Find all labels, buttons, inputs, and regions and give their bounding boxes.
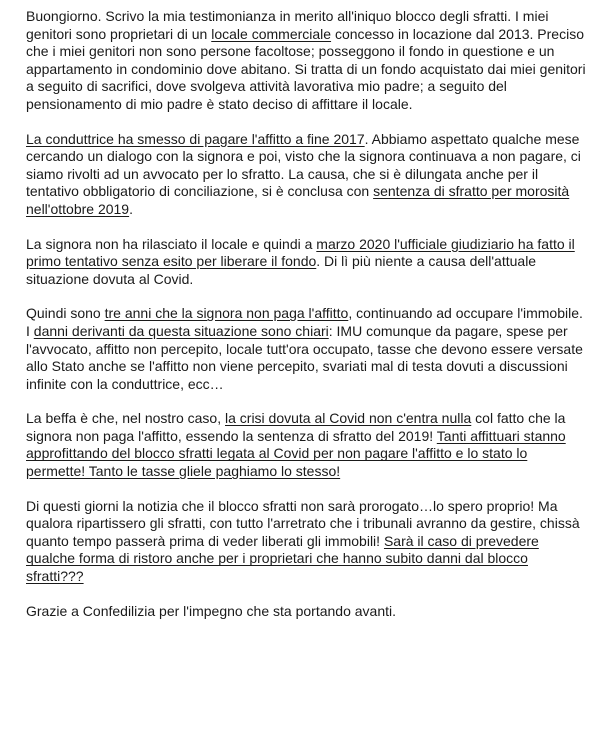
underlined-text: danni derivanti da questa situazione sono chiari bbox=[33, 322, 329, 339]
paragraph bbox=[26, 498, 588, 586]
text-segment: . Abbiamo aspettato qualche mese cercando un dialogo con la signora e poi, visto che la signora continuava a non pagare, ci siamo rivolti ad un avvocato per lo sfratto. La causa, che si è dilungata anche per il tentativo obbligatorio di conciliazione, si è conclusa con bbox=[26, 130, 581, 200]
text-segment: concesso in locazione dal 2013. Preciso che i miei genitori non sono persone facoltose; posseggono il fondo in questione e un appartamento in condominio dove abitano. Si tratta di un fondo acquistato dai miei genitori a seguito di sacrifici, dove svolgeva attività lavorativa mio padre; a seguito del pensionamento di mio padre è stato deciso di affittare il locale. bbox=[26, 25, 586, 112]
paragraph bbox=[26, 603, 588, 621]
underlined-text: Tanti affittuari stanno approfittando del blocco sfratti legata al Covid per non pagare l'affitto e lo stato lo permette! Tanto le tasse gliele paghiamo lo stesso! bbox=[26, 427, 566, 480]
text-segment: : IMU comunque da pagare, spese per l'avvocato, affitto non percepito, locale tutt'ora occupato, tasse che devono essere versate allo Stato anche se l'affitto non viene percepito, svariati mal di testa dovuti a discussioni infinite con la conduttrice, ecc… bbox=[26, 322, 583, 392]
text-segment: La signora non ha rilasciato il locale e quindi a bbox=[26, 235, 317, 252]
text-segment: Di questi giorni la notizia che il blocco sfratti non sarà prorogato…lo spero proprio! Ma qualora ripartissero gli sfratti, con tutto l'arretrato che i tribunali avranno da gestire, chissà quanto tempo passerà prima di veder liberati gli immobili! bbox=[26, 497, 580, 549]
paragraph bbox=[26, 131, 588, 219]
underlined-text: la crisi dovuta al Covid non c'entra nulla bbox=[225, 410, 472, 427]
paragraph bbox=[26, 8, 588, 114]
text-segment: col fatto che la signora non paga l'affitto, essendo la sentenza di sfratto del 2019! bbox=[26, 410, 566, 444]
paragraph bbox=[26, 410, 588, 480]
underlined-text: marzo 2020 l'ufficiale giudiziario ha fatto il primo tentativo senza esito per liberare il fondo bbox=[26, 235, 575, 270]
text-segment: , continuando ad occupare l'immobile. I bbox=[26, 305, 583, 339]
text-segment: . Di lì più niente a causa dell'attuale situazione dovuta al Covid. bbox=[26, 253, 537, 287]
text-segment: . bbox=[129, 200, 133, 217]
underlined-text: sentenza di sfratto per morosità nell'ottobre 2019 bbox=[26, 183, 570, 217]
underlined-text: tre anni che la signora non paga l'affitto bbox=[104, 305, 349, 322]
text-segment: Buongiorno. Scrivo la mia testimonianza in merito all'iniquo blocco degli sfratti. I miei genitori sono proprietari di un bbox=[26, 8, 549, 42]
underlined-text: Sarà il caso di prevedere qualche forma di ristoro anche per i proprietari che hanno subito danni dal blocco sfratti??? bbox=[26, 532, 539, 585]
paragraph bbox=[26, 305, 588, 393]
paragraph bbox=[26, 236, 588, 289]
text-segment: Quindi sono bbox=[26, 305, 105, 322]
text-segment: La beffa è che, nel nostro caso, bbox=[26, 410, 225, 427]
underlined-text: locale commerciale bbox=[211, 25, 332, 42]
underlined-text: La conduttrice ha smesso di pagare l'affitto a fine 2017 bbox=[26, 130, 365, 147]
text-segment: Grazie a Confedilizia per l'impegno che sta portando avanti. bbox=[26, 602, 396, 619]
